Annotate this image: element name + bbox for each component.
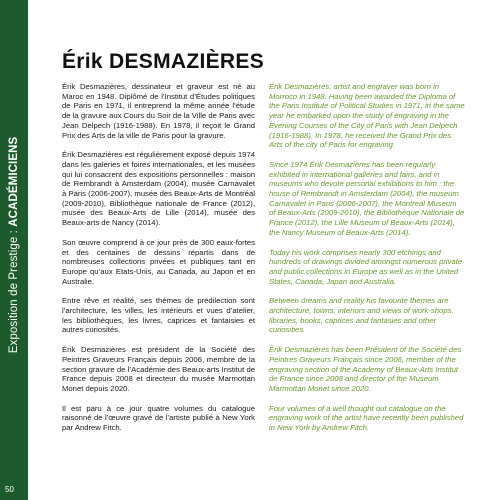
exhibition-label-strong: ACADÉMICIENS xyxy=(8,136,20,227)
french-column xyxy=(62,82,255,443)
french-paragraph: Érik Desmazières est président de la Société des Peintres Graveurs Français depuis 2006, membre de la section gravure de l’Académie des Beaux-arts Institut de France depuis 2008 et directeur du musée Marmottan Monet depuis 2020. xyxy=(62,345,255,393)
english-paragraph: Érik Desmazières, artist and engraver was born in Morroco in 1948. Having been awarded the Diploma of the Paris Institute of Political Studies in 1971, in the same year he embarked upon the study of engraving in the Evening Courses of the City of Paris with Jean Delpech (1916-1988). In 1978, he received the Grand Prix des Arts of the city of Paris for engraving. xyxy=(269,82,465,150)
english-paragraph: Since 1974 Érik Desmazières has been regularly exhibited in international galleries and fairs, and in museums who devote personal exhibitions to him : the house of Rembrandt in Amsterdam (2004), the museum Carnavalet in Paris (2006-2007), the Montreal Museum of Beaux-Arts (2009-2010), the Bibliothèque Nationale de France (2012), the Lille Museum of Beaux-Arts (2014), the Nancy Museum of Beaux-Arts (2014). xyxy=(269,159,465,237)
english-paragraph: Between dreams and reality his favourite themes are architecture, towns, interiors and views of work-shops, libraries, books, caprices and fantasies and other curiosities. xyxy=(269,296,454,335)
english-paragraph: Today his work comprises nearly 300 etchings and hundreds of drawings divided amongst numerous private and public collections in Europe as well as in the United States, Canada, Japan and Australia. xyxy=(269,247,463,286)
page-number: 50 xyxy=(5,485,14,494)
french-paragraph: Son œuvre comprend à ce jour près de 300 eaux-fortes et des centaines de dessins répartis dans de nombreuses collections privées et publiques tant en Europe qu’aux Etats-Unis, au Canada, au Japon et en Australie. xyxy=(62,237,255,286)
exhibition-label xyxy=(8,137,20,354)
english-column xyxy=(269,82,465,443)
exhibition-label-prefix: Exposition de Prestige : xyxy=(8,226,20,354)
french-paragraph: Érik Desmazières est régulièrement exposé depuis 1974 dans les galeries et foires internationales, et les musées qui lui consacrent des expositions personnelles : maison de Rembrandt à Amsterdam (2004), musée Carnavalet à Paris (2006-2007), musée des Beaux-Arts de Montréal (2009-2010), Bibliothèque nationale de France (2012), musée des Beaux-Arts de Lille (2014), musée des Beaux-arts de Nancy (2014). xyxy=(62,150,255,228)
sidebar-band xyxy=(0,0,28,500)
english-paragraph: Érik Desmazières has been Président of the Société des Peintres Graveurs Français since 2006, member of the engraving section of the Academy of Beaux-Arts Institut de France since 2008 and director of the Museum Marmottan Monet since 2020. xyxy=(269,345,462,393)
french-paragraph: Entre rêve et réalité, ses thèmes de prédilection sont l’architecture, les villes, les intérieurs et vues d’atelier, les bibliothèques, les livres, caprices et fantaisies et autres curiosités. xyxy=(62,296,255,335)
french-paragraph: Il est paru à ce jour quatre volumes du catalogue raisonné de l’œuvre gravé de l’artiste publié à New York par Andrew Fitch. xyxy=(62,403,255,433)
french-paragraph: Érik Desmazières, dessinateur et graveur est né au Maroc en 1948. Diplômé de l’Institut d’Études politiques de Paris en 1971, il entreprend la même année l’étude de la gravure aux Cours du Soir de la Ville de Paris avec Jean Delpech (1916-1988). En 1978, il reçoit le Grand Prix des Arts de la ville de Paris pour la gravure. xyxy=(62,82,255,140)
page-title: Érik DESMAZIÈRES xyxy=(62,50,265,74)
english-paragraph: Four volumes of a well thought out catalogue on the engraving work of the artist have recently been published in New York by Andrew Fitch. xyxy=(269,403,464,433)
